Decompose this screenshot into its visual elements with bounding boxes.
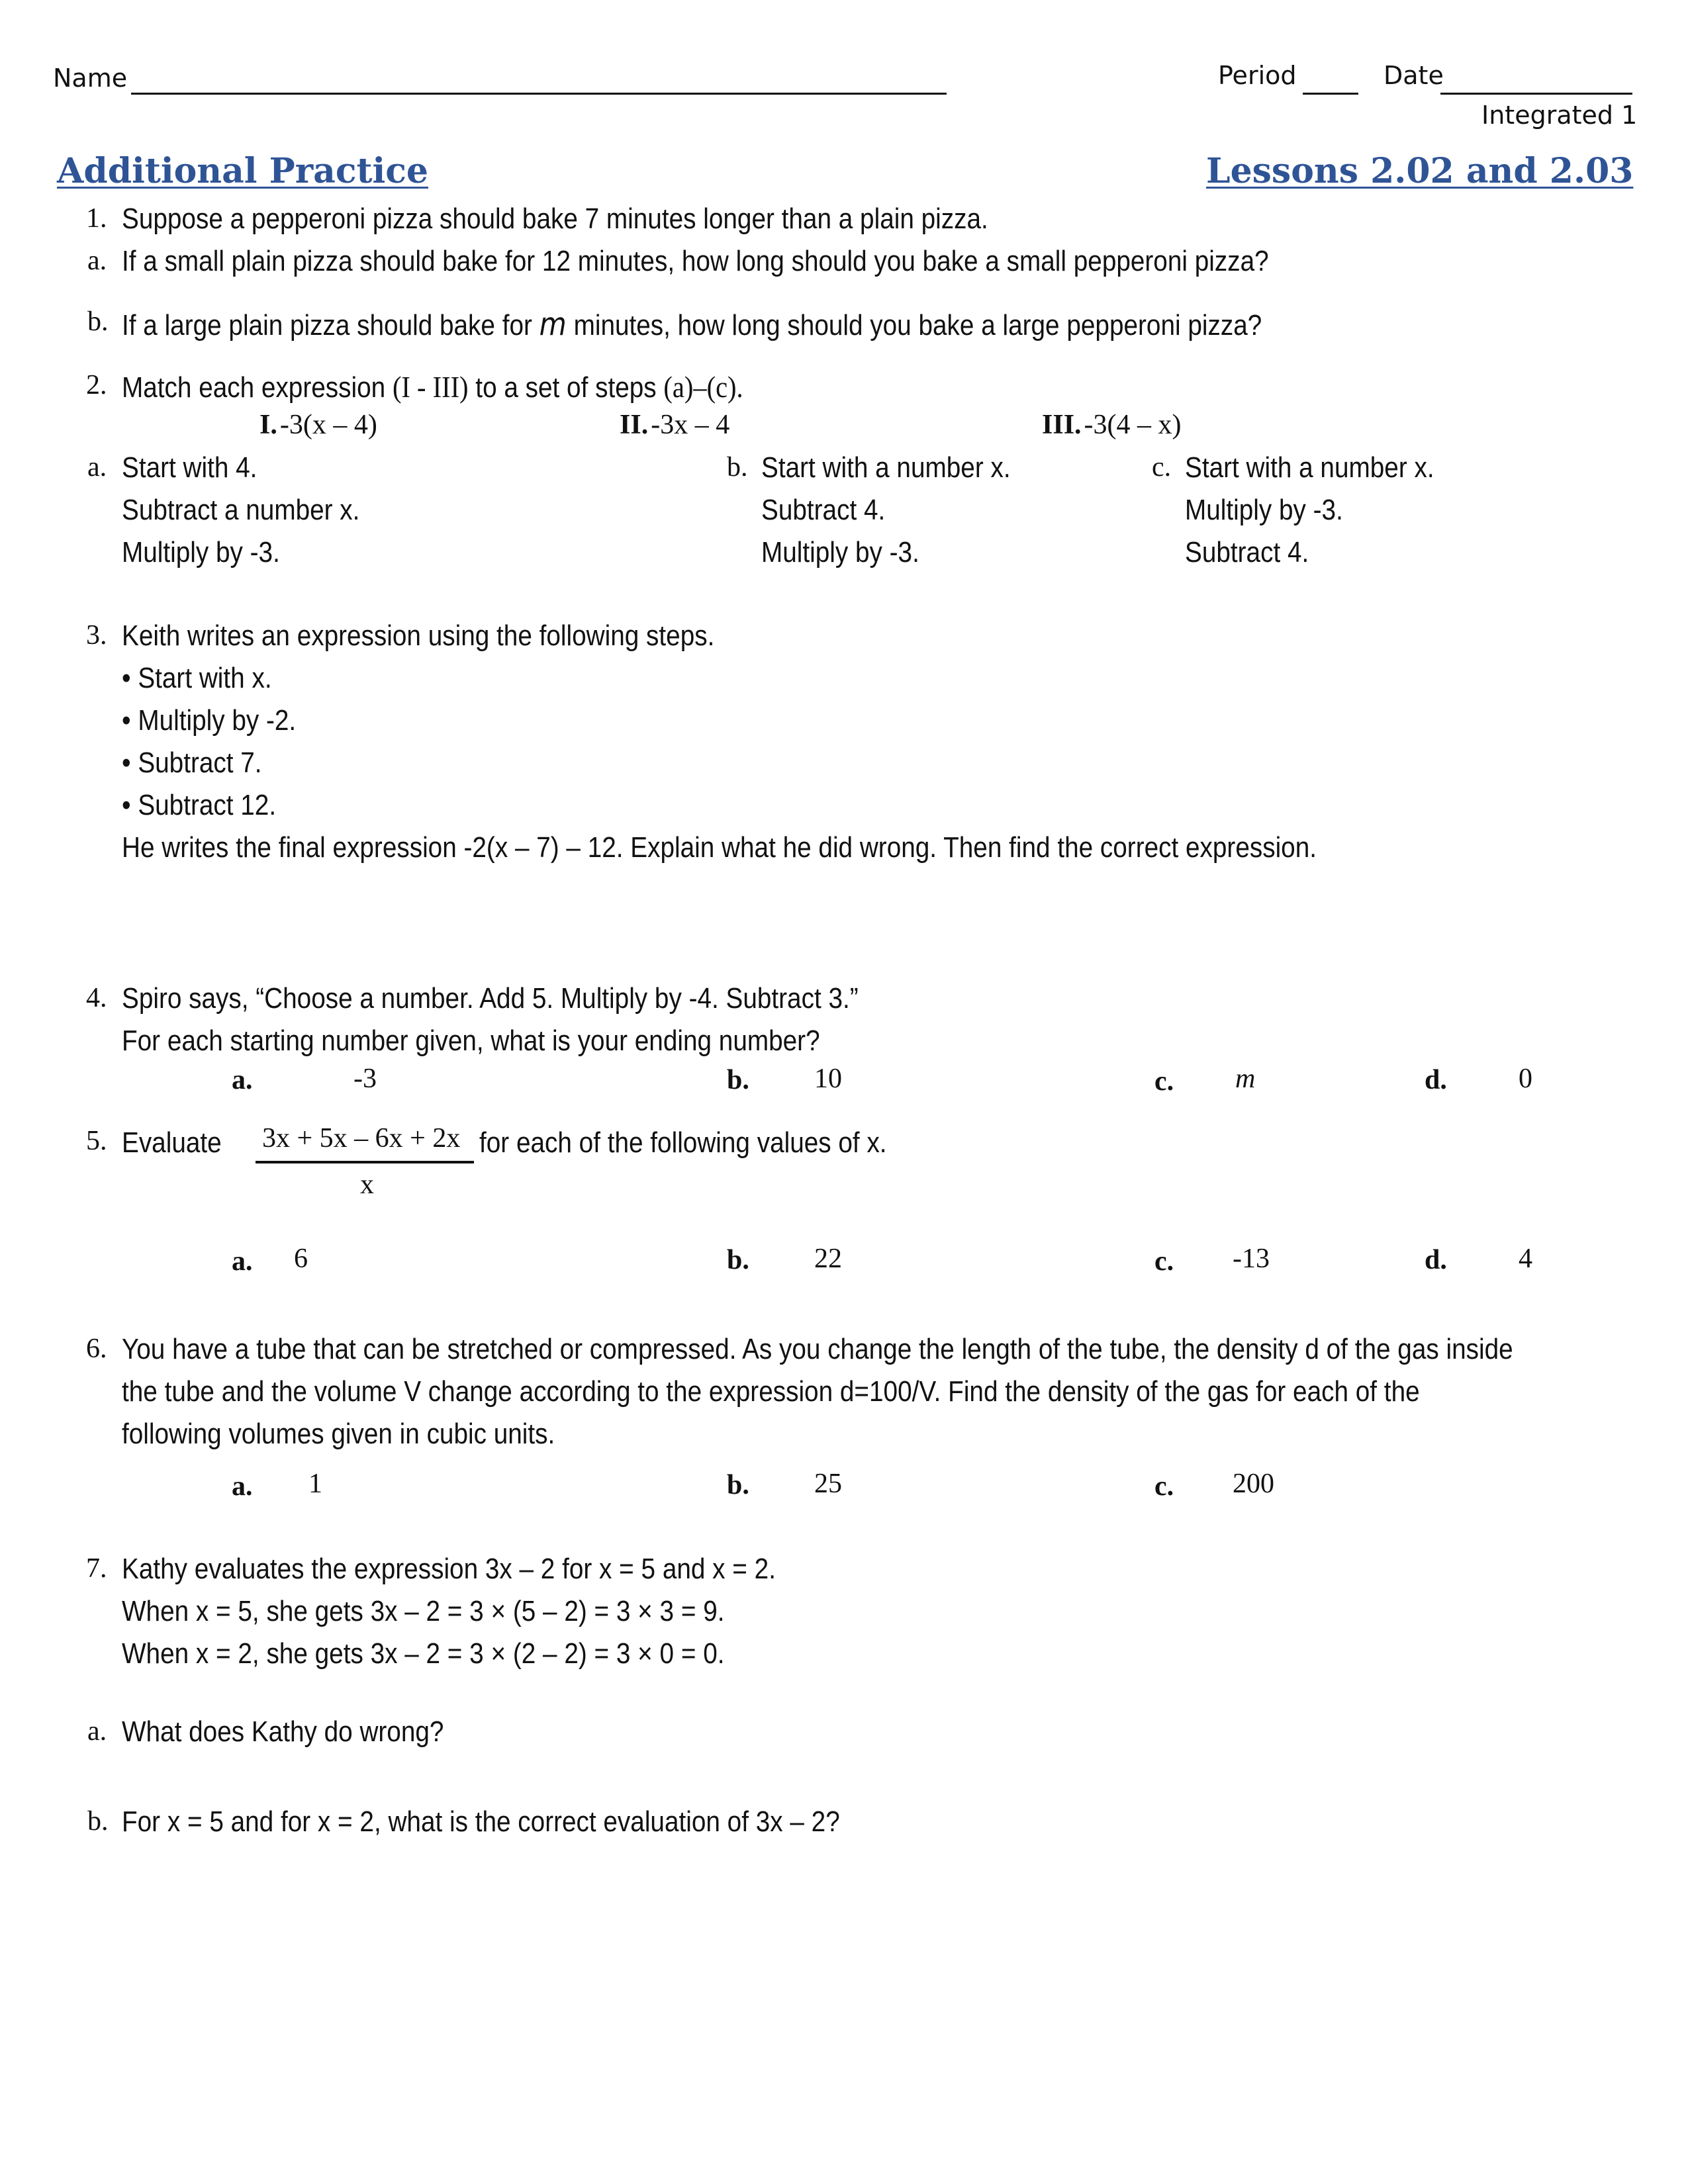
q7-line-1: Kathy evaluates the expression 3x – 2 for x = 5 and x = 2.: [122, 1553, 776, 1585]
q2c-step-3: Subtract 4.: [1185, 536, 1309, 569]
q5a-value: 6: [294, 1244, 308, 1274]
q3-bullet-1: • Start with x.: [122, 662, 272, 694]
expression-II: II. -3x – 4: [620, 410, 730, 440]
q4b-value: 10: [814, 1064, 842, 1094]
q2c-step-2: Multiply by -3.: [1185, 494, 1343, 526]
q5c-label: c.: [1154, 1246, 1174, 1277]
name-field[interactable]: [131, 93, 947, 95]
q2c-step-1: Start with a number x.: [1185, 451, 1434, 484]
q2-text: Match each expression (I - III) to a set of steps (a)–(c).: [122, 370, 743, 404]
q5-number: 5.: [86, 1126, 107, 1156]
q5a-label: a.: [232, 1246, 253, 1277]
period-label: Period: [1218, 61, 1297, 90]
page-title: Additional Practice: [57, 151, 429, 191]
name-label: Name: [53, 64, 128, 93]
date-label: Date: [1383, 61, 1444, 90]
q4d-value: 0: [1519, 1064, 1532, 1094]
q4a-label: a.: [232, 1065, 253, 1095]
q5d-value: 4: [1519, 1244, 1532, 1274]
q4-text-1: Spiro says, “Choose a number. Add 5. Multiply by -4. Subtract 3.”: [122, 982, 859, 1015]
q4d-label: d.: [1425, 1065, 1447, 1095]
q1a-label: a.: [87, 246, 107, 276]
q4c-value: m: [1235, 1064, 1256, 1094]
q3-final: He writes the final expression -2(x – 7) – 12. Explain what he did wrong. Then find the correct expression.: [122, 831, 1317, 864]
q2b-step-2: Subtract 4.: [761, 494, 886, 526]
q2c-label: c.: [1152, 452, 1172, 482]
q7-line-3: When x = 2, she gets 3x – 2 = 3 × (2 – 2) = 3 × 0 = 0.: [122, 1637, 725, 1670]
q2a-step-1: Start with 4.: [122, 451, 258, 484]
q1b-label: b.: [87, 306, 109, 337]
q6a-value: 1: [308, 1469, 322, 1499]
q5-numerator: 3x + 5x – 6x + 2x: [262, 1123, 461, 1154]
date-field[interactable]: [1440, 93, 1632, 95]
q5c-value: -13: [1233, 1244, 1270, 1274]
q1a-text: If a small plain pizza should bake for 12 minutes, how long should you bake a small pepperoni pizza?: [122, 245, 1269, 277]
q6-line-1: You have a tube that can be stretched or compressed. As you change the length of the tube, the density d of the gas inside: [122, 1333, 1513, 1365]
expression-III: III. -3(4 – x): [1042, 410, 1182, 440]
q7-line-2: When x = 5, she gets 3x – 2 = 3 × (5 – 2) = 3 × 3 = 9.: [122, 1595, 725, 1627]
fraction-bar: [256, 1161, 474, 1163]
q5d-label: d.: [1425, 1245, 1447, 1275]
q7a-label: a.: [87, 1716, 107, 1747]
q2-number: 2.: [86, 370, 107, 400]
q2a-step-3: Multiply by -3.: [122, 536, 280, 569]
q6b-label: b.: [727, 1470, 749, 1500]
expression-I: I. -3(x – 4): [259, 410, 377, 440]
q1-number: 1.: [86, 203, 107, 234]
q6-line-3: following volumes given in cubic units.: [122, 1418, 555, 1450]
q7a-text: What does Kathy do wrong?: [122, 1715, 444, 1748]
q4-text-2: For each starting number given, what is your ending number?: [122, 1024, 820, 1057]
lessons-title: Lessons 2.02 and 2.03: [1206, 151, 1634, 191]
q4c-label: c.: [1154, 1066, 1174, 1097]
q3-bullet-3: • Subtract 7.: [122, 747, 262, 779]
q5b-value: 22: [814, 1244, 842, 1274]
q5-text-post: for each of the following values of x.: [479, 1126, 887, 1159]
q6-number: 6.: [86, 1334, 107, 1364]
q2a-step-2: Subtract a number x.: [122, 494, 360, 526]
q6c-value: 200: [1233, 1469, 1274, 1499]
q4b-label: b.: [727, 1065, 749, 1095]
q4-number: 4.: [86, 983, 107, 1013]
q7-number: 7.: [86, 1553, 107, 1584]
q4a-value: -3: [353, 1064, 377, 1094]
q2b-step-1: Start with a number x.: [761, 451, 1011, 484]
q6b-value: 25: [814, 1469, 842, 1499]
q3-number: 3.: [86, 620, 107, 651]
q6c-label: c.: [1154, 1471, 1174, 1502]
period-field[interactable]: [1303, 93, 1358, 95]
course-label: Integrated 1: [1481, 101, 1638, 130]
q2a-label: a.: [87, 452, 107, 482]
q2b-step-3: Multiply by -3.: [761, 536, 919, 569]
q3-bullet-2: • Multiply by -2.: [122, 704, 297, 737]
q1b-text: If a large plain pizza should bake for m minutes, how long should you bake a large pepperoni pizza?: [122, 306, 1262, 343]
q5-denominator: x: [360, 1169, 374, 1200]
q2b-label: b.: [727, 452, 748, 482]
q7b-label: b.: [87, 1806, 109, 1837]
q5b-label: b.: [727, 1245, 749, 1275]
q5-text-pre: Evaluate: [122, 1126, 222, 1159]
q1-text: Suppose a pepperoni pizza should bake 7 minutes longer than a plain pizza.: [122, 203, 988, 235]
q6a-label: a.: [232, 1471, 253, 1502]
q3-bullet-4: • Subtract 12.: [122, 789, 277, 821]
q3-text: Keith writes an expression using the following steps.: [122, 619, 715, 652]
q7b-text: For x = 5 and for x = 2, what is the correct evaluation of 3x – 2?: [122, 1805, 840, 1838]
q6-line-2: the tube and the volume V change according to the expression d=100/V. Find the density of the gas for each of the: [122, 1375, 1420, 1408]
